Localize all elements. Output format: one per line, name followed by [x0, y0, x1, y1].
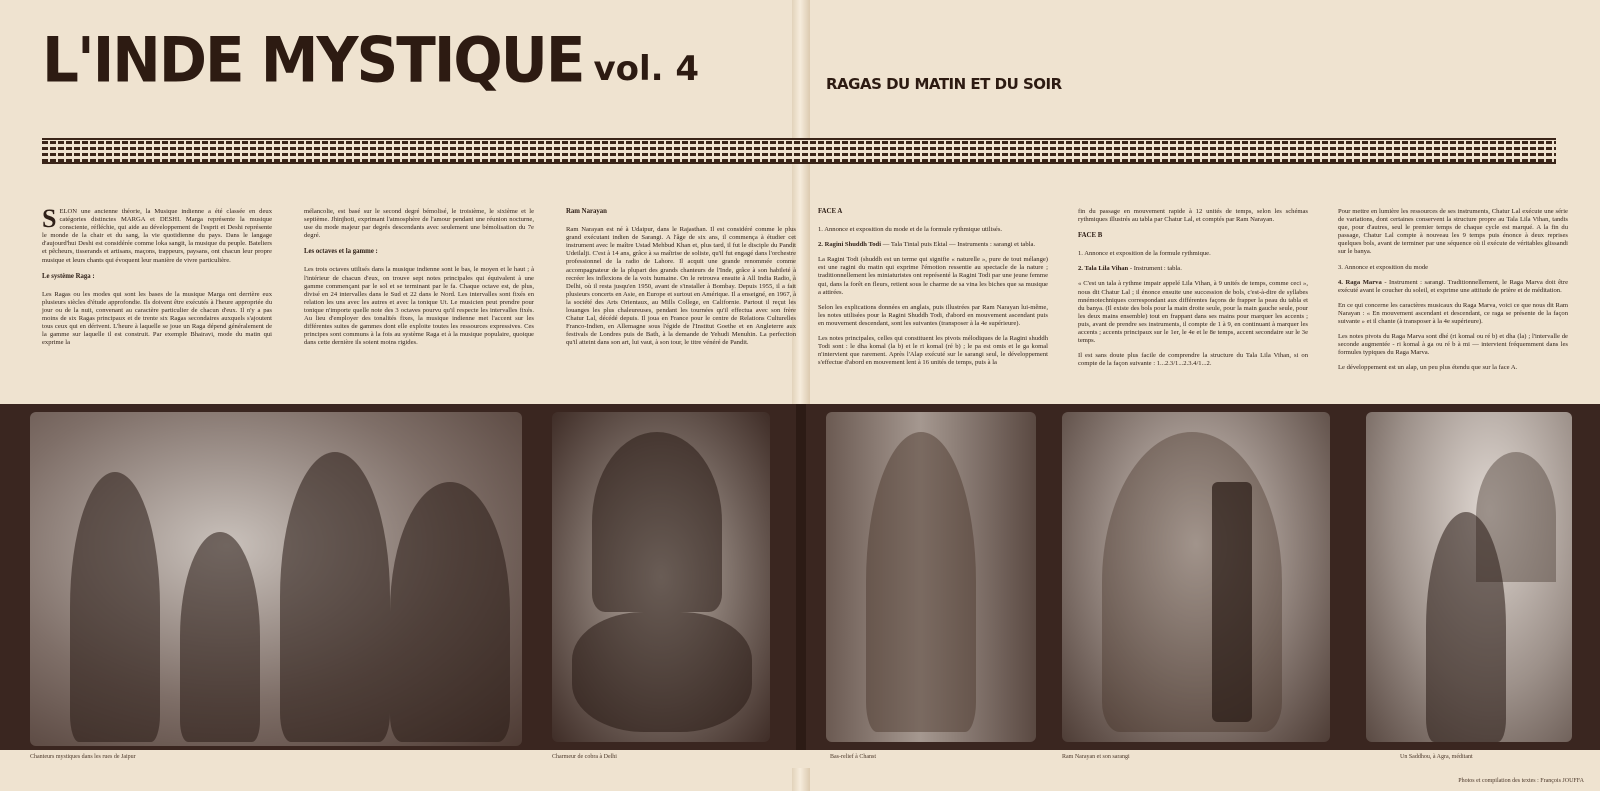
text-column-3 [566, 208, 796, 355]
drop-cap: S [42, 204, 57, 233]
paragraph: « C'est un tala à rythme impair appelé Lila Vihan, à 9 unités de temps, comme ceci », nous dit Chatur Lal ; il énonce ensuite une succession de bols, c'est-à-dire de syllabes mnémotechniques correspondant aux différentes façons de frapper la peau du tabla et du banya. (Il existe des bols pour la main droite seule, pour la main gauche seule, pour les deux mains ensemble) tout en frappant dans ses mains pour marquer les accents ; puis, avant de prendre ses instruments, il compte de 1 à 9, en continuant à marquer les accents ; accents principaux sur le 1er, le 4e et le 8e temps, accent secondaire sur le 3e temps. [1078, 280, 1308, 345]
paragraph: Les trois octaves utilisés dans la musique indienne sont le bas, le moyen et le haut ; à l'intérieur de chacun d'eux, on trouve sept notes principales qui équivalent à une gamme commençant par le sol et se terminant par le fa. Chaque octave est, de plus, divisé en 24 intervalles dans le Sud et 22 dans le Nord. Les intervalles sont fixés en relation les uns avec les autres et avec la tonique Ut. Le musicien peut prendre pour tonique n'importe quelle note des 3 octaves pourvu qu'il respecte les intervalles fixés. Au lieu d'employer des tonalités fixes, la musique indienne met l'accent sur les différentes suites de gammes dont elle exploite toutes les ressources expressives. Ces principes sont communs à la fois au système Raga et à la musique populaire, quoique dans cette dernière ils soient moins rigides. [304, 266, 534, 347]
album-subtitle: RAGAS DU MATIN ET DU SOIR [826, 75, 1062, 93]
paragraph: Les Ragas ou les modes qui sont les bases de la musique Marga ont derrière eux plusieurs siècles d'étude approfondie. Ils doivent être exécutés à l'heure appropriée du jour ou de la nuit, convenant au caractère particulier de chacun d'eux. Il n'y a pas moins de six Ragas principaux et de trente six Ragas secondaires auxquels s'ajoutent tous ceux qui en dérivent. L'heure à laquelle se joue un Raga dépend généralement de la gamme sur laquelle il est construit. Par exemple Bhairavi, mode du matin qui exprime la [42, 290, 272, 347]
track-paragraph: 4. Raga Marva - Instrument : sarangi. Traditionnellement, le Raga Marva doit être exécuté avant le coucher du soleil, et exprime une attitude de prière et de méditation. [1338, 278, 1569, 294]
paragraph: Selon les explications données en anglais, puis illustrées par Ram Narayan lui-même, les notes utilisées pour la Ragini Shuddh Todi, d'abord en mouvement ascendant puis en mouvement descendant, sont les suivantes (transposer à la 4e supérieure). [818, 303, 1048, 327]
section-heading: Le système Raga : [42, 272, 95, 280]
figure-shape [280, 452, 390, 742]
text-column-1 [42, 204, 272, 354]
basket-shape [572, 612, 752, 732]
photo-saddhou-agra [1366, 412, 1572, 742]
photo-snake-charmer [552, 412, 770, 742]
figure-shape [1426, 512, 1506, 742]
photo-credit: Photos et compilation des textes : François JOUFFA [1458, 778, 1584, 784]
paragraph: En ce qui concerne les caractères musicaux du Raga Marva, voici ce que nous dit Ram Narayan : « En mouvement ascendant et descendant, ce raga se présente de la façon suivante » et il chante (à transposer à la 4e supérieure). [1338, 301, 1568, 326]
track-title: 4. Raga Marva [1338, 278, 1382, 286]
section-heading: FACE B [1078, 232, 1103, 240]
paragraph: 1. Annonce et exposition du mode et de la formule rythmique utilisés. [818, 226, 1003, 234]
track-title: 2. Ragini Shuddh Todi [818, 241, 882, 249]
section-heading: Ram Narayan [566, 208, 607, 215]
intro-paragraph: SELON une ancienne théorie, la Musique indienne a été classée en deux catégories distinctes MARGA et DESHI. Marga représente la musique consciente, réfléchie, qui aide au développement de l'esprit et Deshi représente le monde de la chair et du sang, la vie quotidienne du pays. Dans le langage d'aujourd'hui Deshi est considérée comme loka sangit, la musique du peuple. Bateliers et pêcheurs, tisserands et artisans, maçons, trappeurs, paysans, ont chacun leur propre musique et leurs chants qui évoquent leur manière de vivre particulière. [42, 204, 272, 264]
photo-caption: Un Saddhou, à Agra, méditant [1400, 754, 1473, 760]
paragraph: Il est sans doute plus facile de comprendre la structure du Tala Lila Vihan, si on compte de la façon suivante : 1...2.3/1...2.3.4/1...2. [1078, 352, 1308, 368]
paragraph: Ram Narayan est né à Udaipur, dans le Rajasthan. Il est considéré comme le plus grand exécutant indien de Sarangi. A l'âge de six ans, il commença à étudier cet instrument avec le maître Ustad Mehbud Khan et, plus tard, il fut le disciple du Pandit Udeilalji. C'est à 14 ans, grâce à sa maîtrise de soliste, qu'il fut engagé dans l'orchestre professionnel de la radio de Lahore. Il acquit une grande renommée comme accompagnateur de la plupart des grands chanteurs de l'Inde, grâce à son habileté à recréer les inflexions de la voix humaine. On le retrouva ensuite à All India Radio, à Delhi, où il resta jusqu'en 1950, avant de s'installer à Bombay. Depuis 1955, il a fait plusieurs concerts en Asie, en Europe et surtout en Amérique. Il a enseigné, en 1967, à la société des Arts Orientaux, au Mills College, en Californie. Partout il reçut les louanges les plus chaleureuses, pendant les tournées qu'il effectua avec son frère Chatur Lal, décédé depuis. Il joua en France pour le centre de Relations Culturelles Franco-Indien, en Allemagne sous l'égide de l'Institut Goethe et en Angleterre aux festivals de Londres puis de Bath, à la demande de Yehudi Menuhin. La perfection qu'il atteint dans son art, lui vaut, à son tour, le titre vénéré de Pandit. [566, 226, 796, 347]
paragraph: 1. Annonce et exposition de la formule rythmique. [1078, 250, 1211, 258]
text-column-6 [1338, 208, 1568, 380]
figure-shape [180, 532, 260, 742]
photo-seam [796, 404, 806, 750]
text-column-2 [304, 208, 534, 354]
photo-singers [30, 412, 522, 746]
caption-strip [0, 750, 1600, 768]
photo-caption: Bas-relief à Chanst [830, 754, 876, 760]
title-main: L'INDE MYSTIQUE [42, 23, 584, 97]
paragraph: Le développement est un alap, un peu plus étendu que sur la face A. [1338, 364, 1518, 372]
track-title: 2. Tala Lila Vihan [1078, 265, 1129, 273]
paragraph: La Ragini Todi (shuddh est un terme qui signifie « naturelle », pure de tout mélange) est une ragini du matin qui exprime l'émotion ressentie au spectacle de la nature ; traditionnellement les miniaturistes ont représenté la Ragini Todi par une jeune femme qui, dans la forêt en fleurs, retient sous le charme de sa vina les biches que sa musique a attirées. [818, 256, 1048, 296]
ornamental-frieze [42, 138, 1556, 164]
paragraph: mélancolie, est basé sur le second degré bémolisé, le troisième, le sixième et le septième. Jhinjhoti, exprimant l'atmosphère de l'amour pendant une réunion nocturne, use du mode majeur par degrés descendants avec seulement une bémolisation du 7e degré. [304, 208, 534, 240]
photo-caption: Charmeur de cobra à Delhi [552, 754, 617, 760]
paragraph: Les notes pivots du Raga Marva sont dhé (ri komal ou ré b) et dha (la) ; l'intervalle de seconde augmentée - ri komal à ga ou ré b à mi — intervient fréquemment dans les formules typiques du Raga Marva. [1338, 333, 1568, 357]
photo-caption: Ram Narayan et son sarangi [1062, 754, 1130, 760]
figure-shape [592, 432, 722, 612]
photo-band [0, 404, 1600, 750]
paragraph: Pour mettre en lumière les ressources de ses instruments, Chatur Lal exécute une série de variations, dont certaines conservent la structure propre au Tala Lila Vihan, tandis que, pour d'autres, seul le premier temps de chaque cycle est marqué. A la fin du passage, Chatur Lal compte à nouveau les 9 temps puis énonce à deux reprises quelques bols, avant de terminer par une séquence où il exécute de véritables glissandi sur le banya. [1338, 208, 1568, 256]
section-heading: FACE A [818, 208, 843, 215]
track-paragraph: 2. Ragini Shuddh Todi — Tala Tintal puis Ektal — Instruments : sarangi et tabla. [818, 241, 1036, 249]
figure-shape [390, 482, 510, 742]
figure-shape [70, 472, 160, 742]
text-column-5 [1078, 208, 1308, 375]
photo-bas-relief [826, 412, 1036, 742]
statue-shape [866, 432, 976, 732]
paragraph: 3. Annonce et exposition du mode [1338, 263, 1429, 271]
sarangi-shape [1212, 482, 1252, 722]
section-heading: Les octaves et la gamme : [304, 248, 378, 256]
track-paragraph: 2. Tala Lila Vihan - Instrument : tabla. [1078, 265, 1182, 273]
paragraph: Les notes principales, celles qui constituent les pivots mélodiques de la Ragini shuddh Todi sont : le dha komal (la b) et le ri komal (ré b) ; le pa est omis et le ga komal n'intervient que rarement. Après l'Alap exécuté sur le sarangi seul, le développement s'effectue d'abord en mouvement lent à 16 unités de temps, puis à la [818, 335, 1048, 367]
text-column-4 [818, 208, 1048, 374]
photo-caption: Chanteurs mystiques dans les rues de Jaipur [30, 754, 136, 760]
album-title [42, 23, 700, 98]
paragraph: fin du passage en mouvement rapide à 12 unités de temps, selon les schémas rythmiques illustrés au tabla par Chatur Lal, et comptés par Ram Narayan. [1078, 208, 1308, 224]
figure-shape [1102, 432, 1282, 732]
title-volume: vol. 4 [593, 49, 700, 89]
photo-ram-narayan [1062, 412, 1330, 742]
